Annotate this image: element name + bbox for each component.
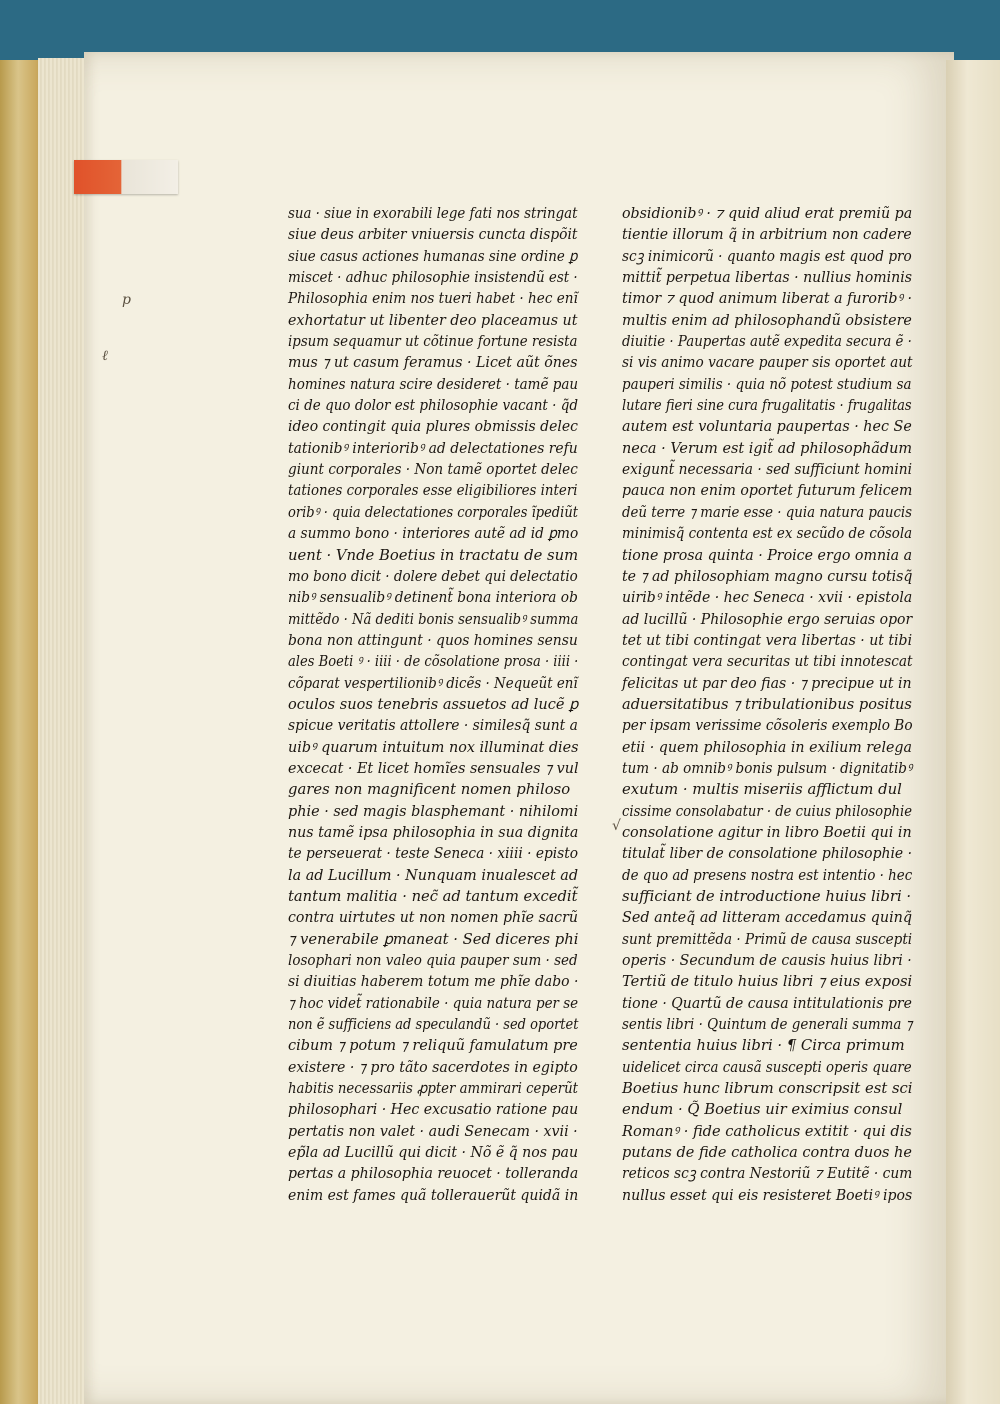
text-line: per ipsam verissime cõsoleris exemplo Bo	[622, 717, 913, 735]
text-line: scꝫ inimicorũ · quanto magis est quod pro	[622, 247, 912, 265]
text-line: si vis animo vacare pauper sis oportet aut	[622, 354, 913, 372]
text-line: tationibꝰ interioribꝰ ad delectationes refu	[288, 439, 578, 457]
text-line: ci de quo dolor est philosophie vacant · q̃d	[288, 397, 578, 415]
text-line: uibꝰ quarum intuitum nox illuminat dies	[288, 738, 579, 756]
text-line: uidelicet circa causã suscepti operis quare	[622, 1058, 912, 1076]
bookmark-tab[interactable]	[74, 160, 178, 194]
text-line: losophari non valeo quia pauper sum · sed	[288, 952, 578, 970]
text-line: uiribꝰ intẽde · hec Seneca · xvii · epistola	[622, 589, 913, 607]
text-line: endum · Q̃ Boetius uir eximius consul	[622, 1101, 903, 1119]
text-line: non ẽ sufficiens ad speculandũ · sed oportet	[288, 1016, 579, 1034]
text-line: Romanꝰ · fide catholicus extitit · qui dis	[622, 1122, 912, 1140]
text-line: contra uirtutes ut non nomen phĩe sacrũ	[288, 909, 578, 927]
text-line: timor ⁊ quod animum liberat a furoribꝰ ·	[622, 290, 912, 308]
text-column-left	[288, 203, 578, 1206]
text-line: excecat · Et licet homĩes sensuales ⁊ vul	[288, 759, 579, 777]
text-line: tet ut tibi contingat vera libertas · ut tibi	[622, 631, 913, 649]
text-line: gares non magnificent nomen philoso	[288, 781, 571, 799]
text-line: pauperi similis · quia nõ potest studium sa	[622, 375, 912, 393]
text-line: Boetius hunc librum conscripsit est sci	[622, 1080, 913, 1098]
text-line: oribꝰ · quia delectationes corporales ĩpediũt	[288, 503, 578, 521]
text-line: Philosophia enim nos tueri habet · hec enĩ	[288, 290, 578, 308]
text-line: ⁊ venerabile ꝑmaneat · Sed diceres phi	[288, 930, 579, 948]
text-line: contingat vera securitas ut tibi innotescat	[622, 653, 913, 671]
text-line: reticos scꝫ contra Nestoriũ ⁊ Eutitẽ · cum	[622, 1165, 913, 1183]
text-line: nibꝰ sensualibꝰ detinent̃ bona interiora ob	[288, 589, 578, 607]
text-line: tum · ab omnibꝰ bonis pulsum · dignitatibꝰ	[622, 759, 913, 777]
text-line: la ad Lucillum · Nunquam inualescet ad	[288, 866, 579, 884]
text-line: tientie illorum q̃ in arbitrium non cadere	[622, 226, 912, 244]
text-line: putans de fide catholica contra duos he	[622, 1144, 912, 1162]
text-line: philosophari · Hec excusatio ratione pau	[288, 1101, 579, 1119]
text-line: cibum ⁊ potum ⁊ reliquũ famulatum pre	[288, 1037, 578, 1055]
text-line: multis enim ad philosophandũ obsistere	[622, 311, 912, 329]
text-line: phie · sed magis blasphemant · nihilomi	[288, 802, 579, 820]
text-line: Sed anteq̃ ad litteram accedamus quinq̃	[622, 909, 913, 927]
text-line: pertas a philosophia reuocet · tolleranda	[288, 1165, 579, 1183]
text-line: nullus esset qui eis resisteret Boetiꝰ ipos	[622, 1186, 913, 1204]
margin-mark-stroke: ℓ	[102, 348, 108, 364]
text-line: sua · siue in exorabili lege fati nos stringat	[288, 205, 578, 222]
text-line: etii · quem philosophia in exilium relega	[622, 738, 912, 756]
text-line: deũ terre ⁊ marie esse · quia natura paucis	[622, 503, 913, 521]
text-line: sentis libri · Quintum de generali summa ⁊	[622, 1016, 913, 1034]
text-line: ipsum sequamur ut cõtinue fortune resista	[288, 333, 578, 351]
text-line: operis · Secundum de causis huius libri ·	[622, 952, 912, 970]
text-line: siue deus arbiter vniuersis cuncta dispõit	[288, 226, 578, 244]
text-line: bona non attingunt · quos homines sensu	[288, 631, 578, 649]
text-line: miscet · adhuc philosophie insistendũ est ·	[288, 269, 578, 287]
text-line: exutum · multis miseriis afflictum dul	[622, 781, 902, 799]
text-line: ad lucillũ · Philosophie ergo seruias opor	[622, 610, 913, 628]
text-line: sufficiant de introductione huius libri ·	[622, 888, 912, 905]
text-line: cissime consolabatur · de cuius philosophie	[622, 802, 913, 820]
text-line: tione prosa quinta · Proice ergo omnia a	[622, 546, 913, 564]
text-line: minimisq̃ contenta est ex secũdo de cõsola	[622, 525, 913, 543]
text-line: exhortatur ut libenter deo placeamus ut	[288, 311, 578, 329]
text-line: neca · Verum est igit̃ ad philosophãdum	[622, 439, 913, 457]
margin-mark-p: p	[122, 292, 131, 308]
text-line: habitis necessariis ꝓpter ammirari ceperũt	[288, 1080, 579, 1098]
text-line: pauca non enim oportet futurum felicem	[622, 482, 913, 500]
text-line: siue casus actiones humanas sine ordine ꝑ	[288, 247, 578, 265]
text-line: existere · ⁊ pro tãto sacerdotes in egipto	[288, 1058, 578, 1076]
text-line: te ⁊ ad philosophiam magno cursu totisq̃	[622, 567, 913, 585]
text-line: giunt corporales · Non tamẽ oportet delec	[288, 461, 578, 479]
text-line: consolatione agitur in libro Boetii qui in	[622, 823, 912, 841]
margin-mark-check: √	[612, 818, 621, 834]
facing-page-edge	[946, 60, 1000, 1404]
text-line: titulat̃ liber de consolatione philosophie ·	[622, 845, 913, 863]
text-line: exigunt̃ necessaria · sed sufficiunt homini	[622, 461, 912, 479]
text-line: te perseuerat · teste Seneca · xiiii · episto	[288, 845, 579, 863]
text-line: lutare fieri sine cura frugalitatis · frugalitas	[622, 397, 912, 415]
text-line: pertatis non valet · audi Senecam · xvii ·	[288, 1122, 578, 1140]
text-line: autem est voluntaria paupertas · hec Se	[622, 418, 912, 436]
text-line: enim est fames quã tollerauerũt quidã in	[288, 1186, 579, 1204]
text-line: cõparat vespertilionibꝰ dicẽs · Nequeũt enĩ	[288, 674, 578, 692]
text-line: aduersitatibus ⁊ tribulationibus positus	[622, 695, 912, 713]
text-line: tantum malitia · nec̃ ad tantum excedit̃	[288, 888, 578, 905]
text-line: spicue veritatis attollere · similesq̃ sunt a	[288, 717, 578, 735]
text-line: tione · Quartũ de causa intitulationis pre	[622, 994, 912, 1012]
text-line: felicitas ut par deo fias · ⁊ precipue ut in	[622, 674, 912, 692]
text-line: mittẽdo · Nã dediti bonis sensualibꝰ summa	[288, 610, 579, 628]
text-line: si diuitias haberem totum me phĩe dabo ·	[288, 973, 579, 991]
text-line: ales Boeti ꝰ · iiii · de cõsolatione prosa · iiii ·	[288, 653, 579, 671]
text-line: homines natura scire desideret · tamẽ pau	[288, 375, 579, 393]
text-line: mus ⁊ ut casum feramus · Licet aũt õnes	[288, 354, 578, 372]
text-line: a summo bono · interiores autẽ ad id ꝑmo	[288, 525, 579, 543]
text-line: ep̃la ad Lucillũ qui dicit · Nõ ẽ q̃ nos pau	[288, 1144, 579, 1162]
text-line: uent · Vnde Boetius in tractatu de sum	[288, 546, 579, 564]
text-line: obsidionibꝰ · ⁊ quid aliud erat premiũ pa	[622, 205, 913, 222]
text-line: oculos suos tenebris assuetos ad lucẽ ꝑ	[288, 695, 579, 713]
text-line: nus tamẽ ipsa philosophia in sua dignita	[288, 823, 579, 841]
text-line: sententia huius libri · ¶ Circa primum	[622, 1037, 905, 1055]
text-line: de quo ad presens nostra est intentio · hec	[622, 866, 913, 884]
text-line: tationes corporales esse eligibiliores interi	[288, 482, 578, 500]
text-column-right	[622, 203, 912, 1206]
text-line: Tertiũ de titulo huius libri ⁊ eius exposi	[622, 973, 913, 991]
text-line: ideo contingit quia plures obmissis delec	[288, 418, 578, 436]
text-line: ⁊ hoc videt̃ rationabile · quia natura per se	[288, 994, 579, 1012]
text-line: diuitie · Paupertas autẽ expedita secura ẽ ·	[622, 333, 912, 351]
text-line: mittit̃ perpetua libertas · nullius hominis	[622, 269, 912, 287]
text-line: sunt premittẽda · Primũ de causa suscepti	[622, 930, 913, 948]
text-line: mo bono dicit · dolere debet qui delectatio	[288, 567, 578, 585]
